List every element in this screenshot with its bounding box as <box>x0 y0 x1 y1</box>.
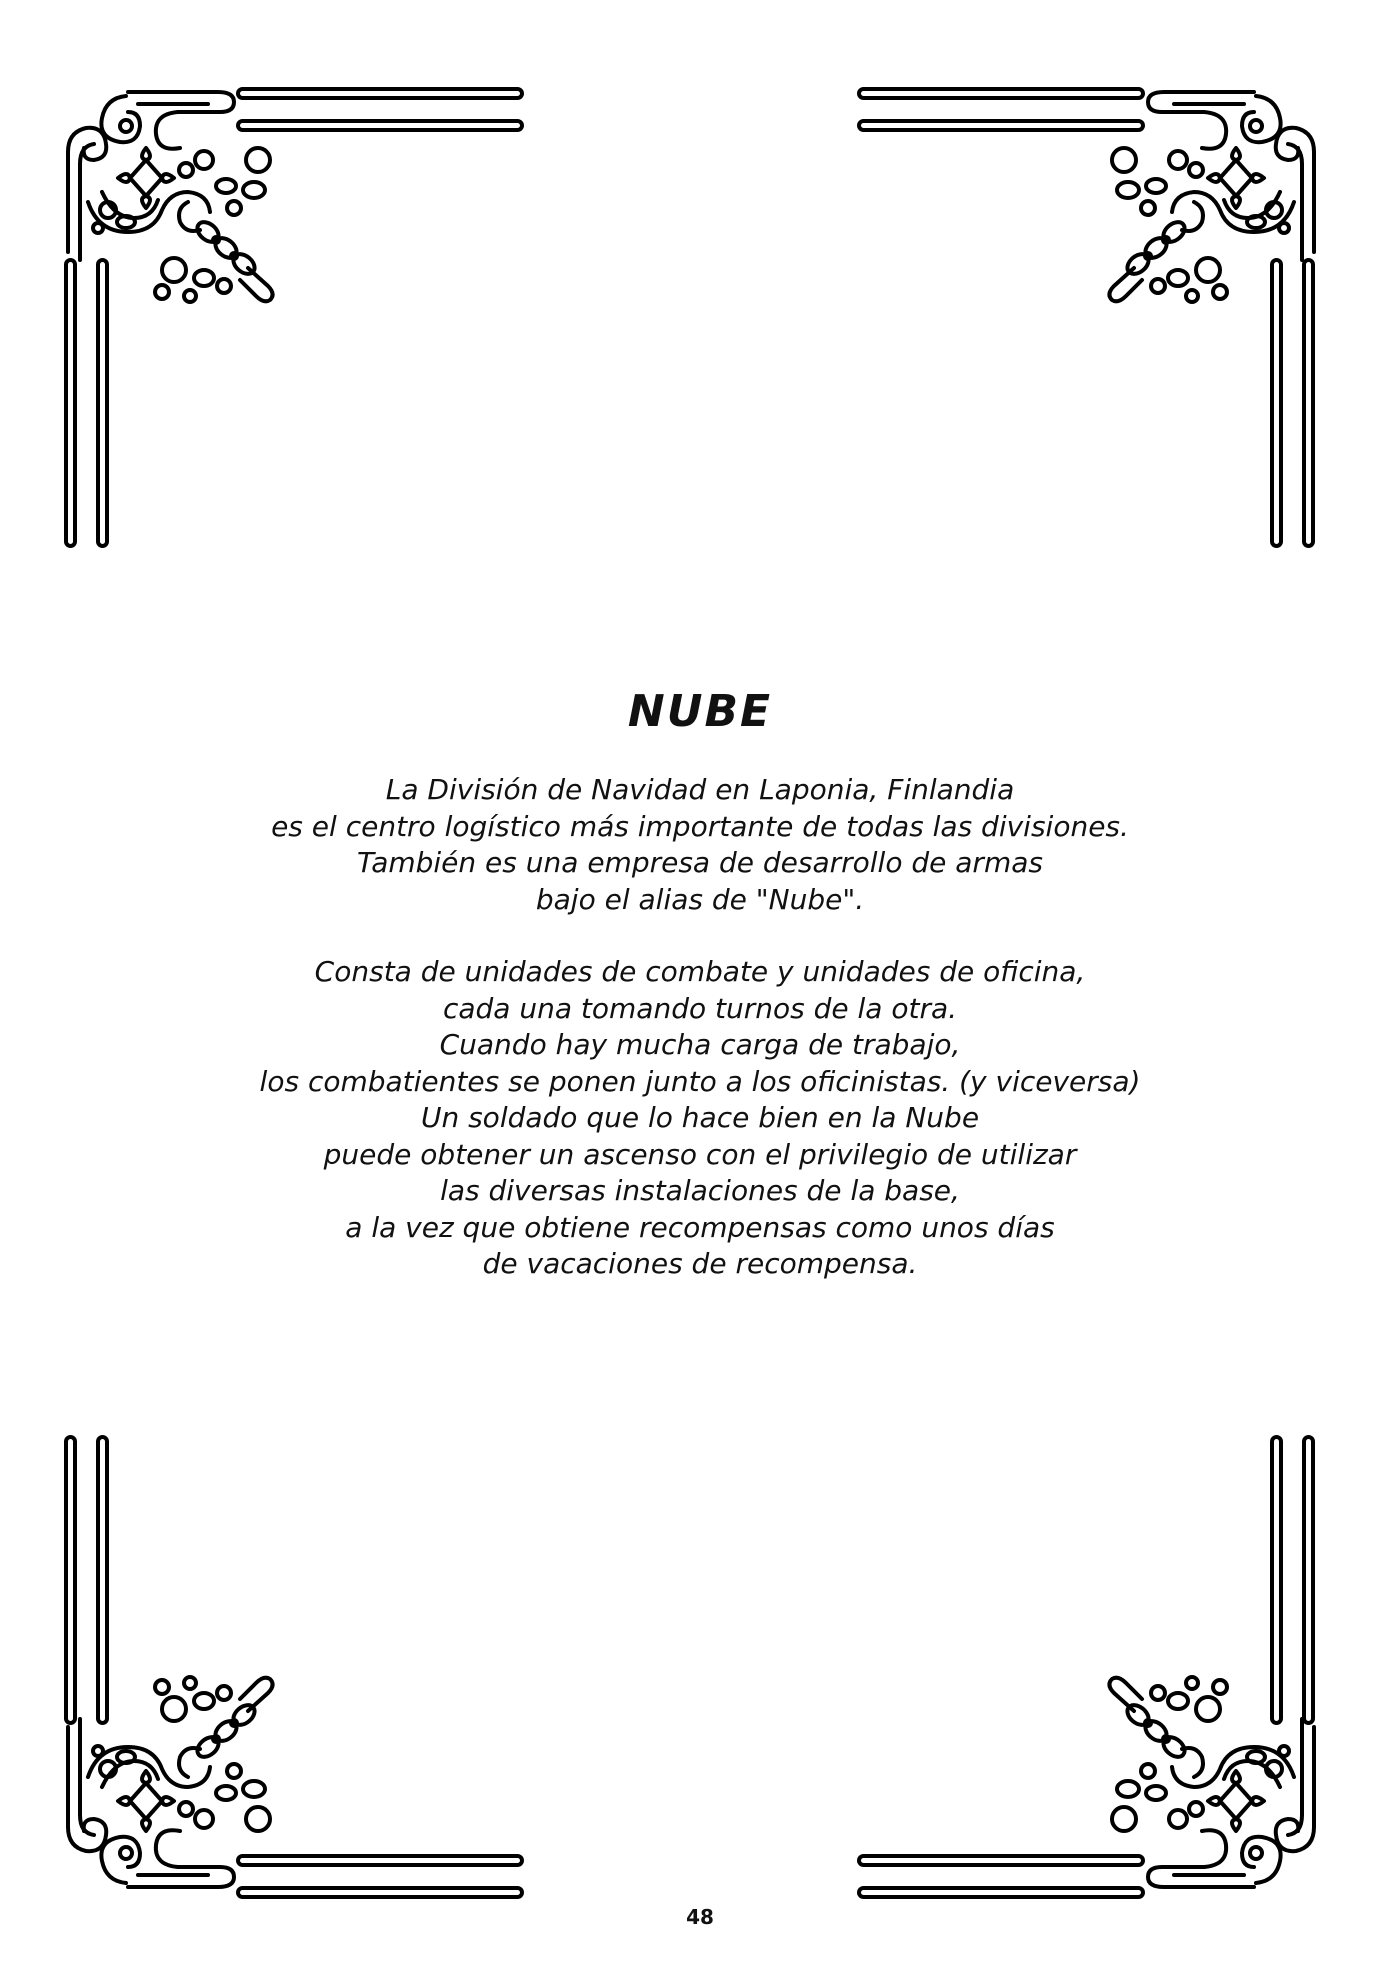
frame-bar-left-top-inner <box>96 258 109 548</box>
paragraph-2 <box>150 954 1250 1283</box>
page-title: NUBE <box>627 686 773 737</box>
text-line: Un soldado que lo hace bien en la Nube <box>420 1101 980 1134</box>
paragraph-1 <box>150 772 1250 918</box>
text-line: puede obtener un ascenso con el privilegio de utilizar <box>323 1137 1077 1171</box>
text-line: las diversas instalaciones de la base, <box>440 1174 960 1207</box>
frame-bar-right-bottom-outer <box>1302 1435 1315 1725</box>
text-line: Cuando hay mucha carga de trabajo, <box>439 1028 961 1061</box>
text-line: Consta de unidades de combate y unidades de oficina, <box>314 955 1086 988</box>
text-line: También es una empresa de desarrollo de armas <box>357 846 1043 879</box>
frame-bar-right-bottom-inner <box>1270 1435 1283 1725</box>
text-line: cada una tomando turnos de la otra. <box>442 991 958 1025</box>
frame-bar-bottom-left-lower <box>236 1886 524 1899</box>
text-line: los combatientes se ponen junto a los oficinistas. (y viceversa) <box>259 1064 1141 1098</box>
frame-bar-top-right-lower <box>857 119 1145 132</box>
frame-bar-right-top-inner <box>1270 258 1283 548</box>
frame-bar-bottom-left-upper <box>236 1854 524 1867</box>
frame-bar-top-right-upper <box>857 87 1145 100</box>
ornament-svg <box>1054 82 1324 312</box>
frame-bar-top-left-lower <box>236 119 524 132</box>
text-line: de vacaciones de recompensa. <box>482 1247 918 1280</box>
frame-bar-bottom-right-upper <box>857 1854 1145 1867</box>
frame-bar-left-bottom-inner <box>96 1435 109 1725</box>
frame-bar-top-left-upper <box>236 87 524 100</box>
frame-bar-left-bottom-outer <box>64 1435 77 1725</box>
text-line: bajo el alias de "Nube". <box>535 882 865 916</box>
frame-bar-right-top-outer <box>1302 258 1315 548</box>
text-line: La División de Navidad en Laponia, Finlandia <box>385 773 1015 806</box>
text-line: es el centro logístico más importante de todas las divisiones. <box>271 809 1129 843</box>
frame-bar-left-top-outer <box>64 258 77 548</box>
text-line: a la vez que obtiene recompensas como unos días <box>345 1210 1055 1244</box>
frame-bar-bottom-right-lower <box>857 1886 1145 1899</box>
page-number: 48 <box>686 1905 714 1929</box>
main-content <box>150 686 1250 1283</box>
corner-ornament-top-right <box>1054 82 1324 312</box>
